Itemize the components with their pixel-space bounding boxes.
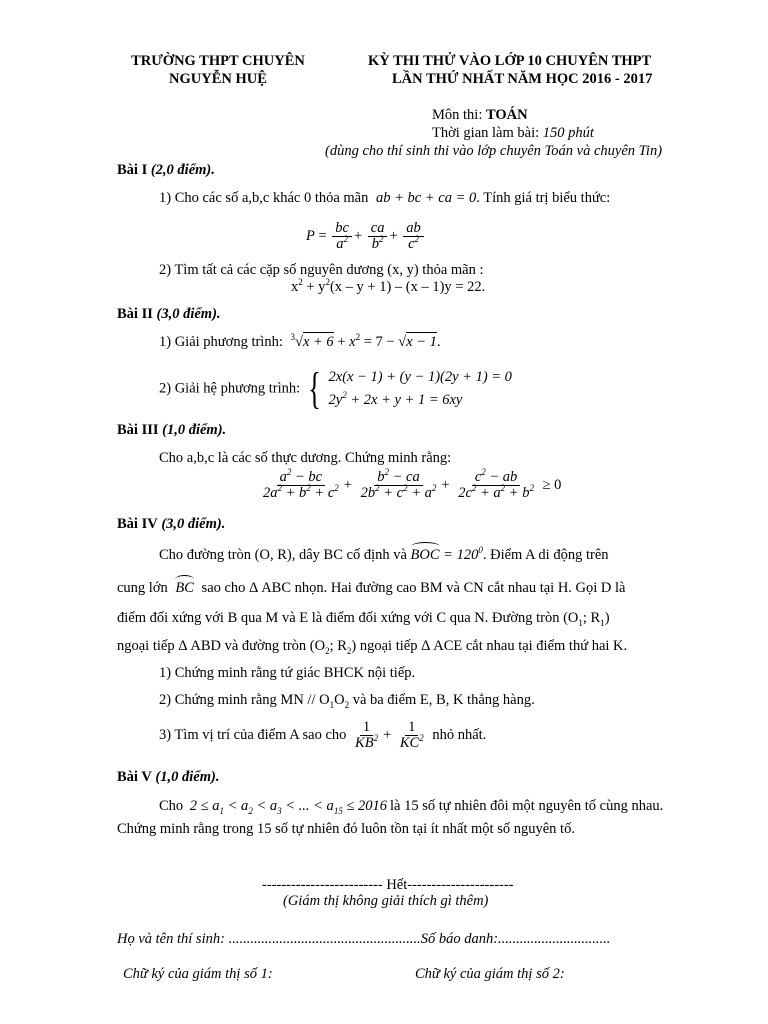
section-heading-1: Bài I (2,0 điểm). bbox=[117, 162, 215, 178]
candidate-name-field[interactable]: ..................................................... bbox=[228, 931, 421, 947]
candidate-line bbox=[117, 931, 610, 948]
problem-4-line4: ngoại tiếp Δ ABD và đường tròn ($O_2$; $R_2$) ngoại tiếp Δ ACE cắt nhau tại điểm thứ hai K. bbox=[117, 638, 628, 656]
problem-4-line1: Cho đường tròn (O, R), dây BC cố định và BOC = $120^0$. Điểm A di động trên bbox=[159, 545, 609, 563]
section-heading-4: Bài IV (3,0 điểm). bbox=[117, 516, 226, 532]
subject-line: Môn thi: TOÁN bbox=[432, 107, 528, 123]
signature-1-label: Chữ ký của giám thị số 1: bbox=[123, 966, 273, 982]
exam-year: LẦN THỨ NHẤT NĂM HỌC 2016 - 2017 bbox=[392, 71, 653, 87]
problem-5-line2: Chứng minh rằng trong 15 số tự nhiên đó luôn tồn tại ít nhất một số nguyên tố. bbox=[117, 821, 575, 837]
school-name: TRƯỜNG THPT CHUYÊN bbox=[131, 53, 305, 69]
problem-5-line1: Cho $2 \le a_1 < a_2 < a_3$ < ... < $a_{15} \le 2016$ là 15 số tự nhiên đôi một nguyên tố cùng nhau. bbox=[159, 798, 664, 816]
problem-4-2: 2) Chứng minh rằng MN // $O_1O_2$ và ba điểm E, B, K thẳng hàng. bbox=[159, 692, 535, 710]
school-name-line2: NGUYỄN HUỆ bbox=[169, 71, 267, 87]
problem-3-text: Cho a,b,c là các số thực dương. Chứng minh rằng: bbox=[159, 450, 452, 466]
problem-2-1: 1) Giải phương trình: $^3√x + 6 + x^2 = 7 - √x - 1$. bbox=[159, 332, 441, 350]
equation-1-2: $x^2 + y^2(x - y + 1) - (x - 1)y = 22$. bbox=[291, 277, 486, 295]
problem-4-line2: cung lớn BC sao cho Δ ABC nhọn. Hai đường cao BM và CN cắt nhau tại H. Gọi D là bbox=[117, 580, 626, 596]
time-value: 150 phút bbox=[542, 125, 594, 141]
time-line: Thời gian làm bài: 150 phút bbox=[432, 125, 594, 141]
exam-note: (dùng cho thí sinh thi vào lớp chuyên Toán và chuyên Tin) bbox=[325, 143, 663, 159]
signature-2-label: Chữ ký của giám thị số 2: bbox=[415, 966, 565, 982]
section-heading-5: Bài V (1,0 điểm). bbox=[117, 769, 220, 785]
subject: TOÁN bbox=[485, 107, 528, 123]
problem-4-1: 1) Chứng minh rằng tứ giác BHCK nội tiếp. bbox=[159, 665, 416, 681]
end-note: (Giám thị không giải thích gì thêm) bbox=[283, 893, 489, 909]
problem-4-line3: điểm đối xứng với B qua M và E là điểm đối xứng với C qua N. Đường tròn ($O_1$; $R_1$) bbox=[117, 610, 610, 628]
inequality-3: $\frac{a^2 - bc}{2a^2 + b^2 + c^2}$ + $\frac{b^2 - ca}{2b^2 + c^2 + a^2}$ + $\frac{c^2 - ab}{2c^2 + a^2 + b^2}$ ≥ 0 bbox=[263, 467, 562, 501]
candidate-name-label: Họ và tên thí sinh: bbox=[117, 931, 225, 947]
formula-P: P = $\frac{bc}{a^2}$ + $\frac{ca}{b^2}$ + $\frac{ab}{c^2}$ bbox=[306, 221, 426, 252]
problem-1-1: 1) Cho các số a,b,c khác 0 thỏa mãn ab + bc + ca = 0. Tính giá trị biểu thức: bbox=[159, 190, 611, 206]
candidate-number-label: Số báo danh: bbox=[420, 931, 499, 947]
end-marker: ------------------------- Hết---------------------- bbox=[262, 877, 514, 893]
problem-4-3: 3) Tìm vị trí của điểm A sao cho $\frac{1}{KB^2}$ + $\frac{1}{KC^2}$ nhỏ nhất. bbox=[159, 719, 487, 751]
problem-2-2: 2) Giải hệ phương trình: { 2x(x − 1) + (y − 1)(2y + 1) = 0 $2y^2 + 2x + y + 1 = 6xy$ bbox=[159, 364, 512, 413]
exam-title: KỲ THI THỬ VÀO LỚP 10 CHUYÊN THPT bbox=[368, 53, 652, 69]
section-heading-3: Bài III (1,0 điểm). bbox=[117, 422, 227, 438]
problem-1-2: 2) Tìm tất cả các cặp số nguyên dương (x, y) thỏa mãn : bbox=[159, 262, 484, 278]
candidate-number-field[interactable]: ............................... bbox=[498, 931, 611, 947]
section-heading-2: Bài II (3,0 điểm). bbox=[117, 306, 221, 322]
